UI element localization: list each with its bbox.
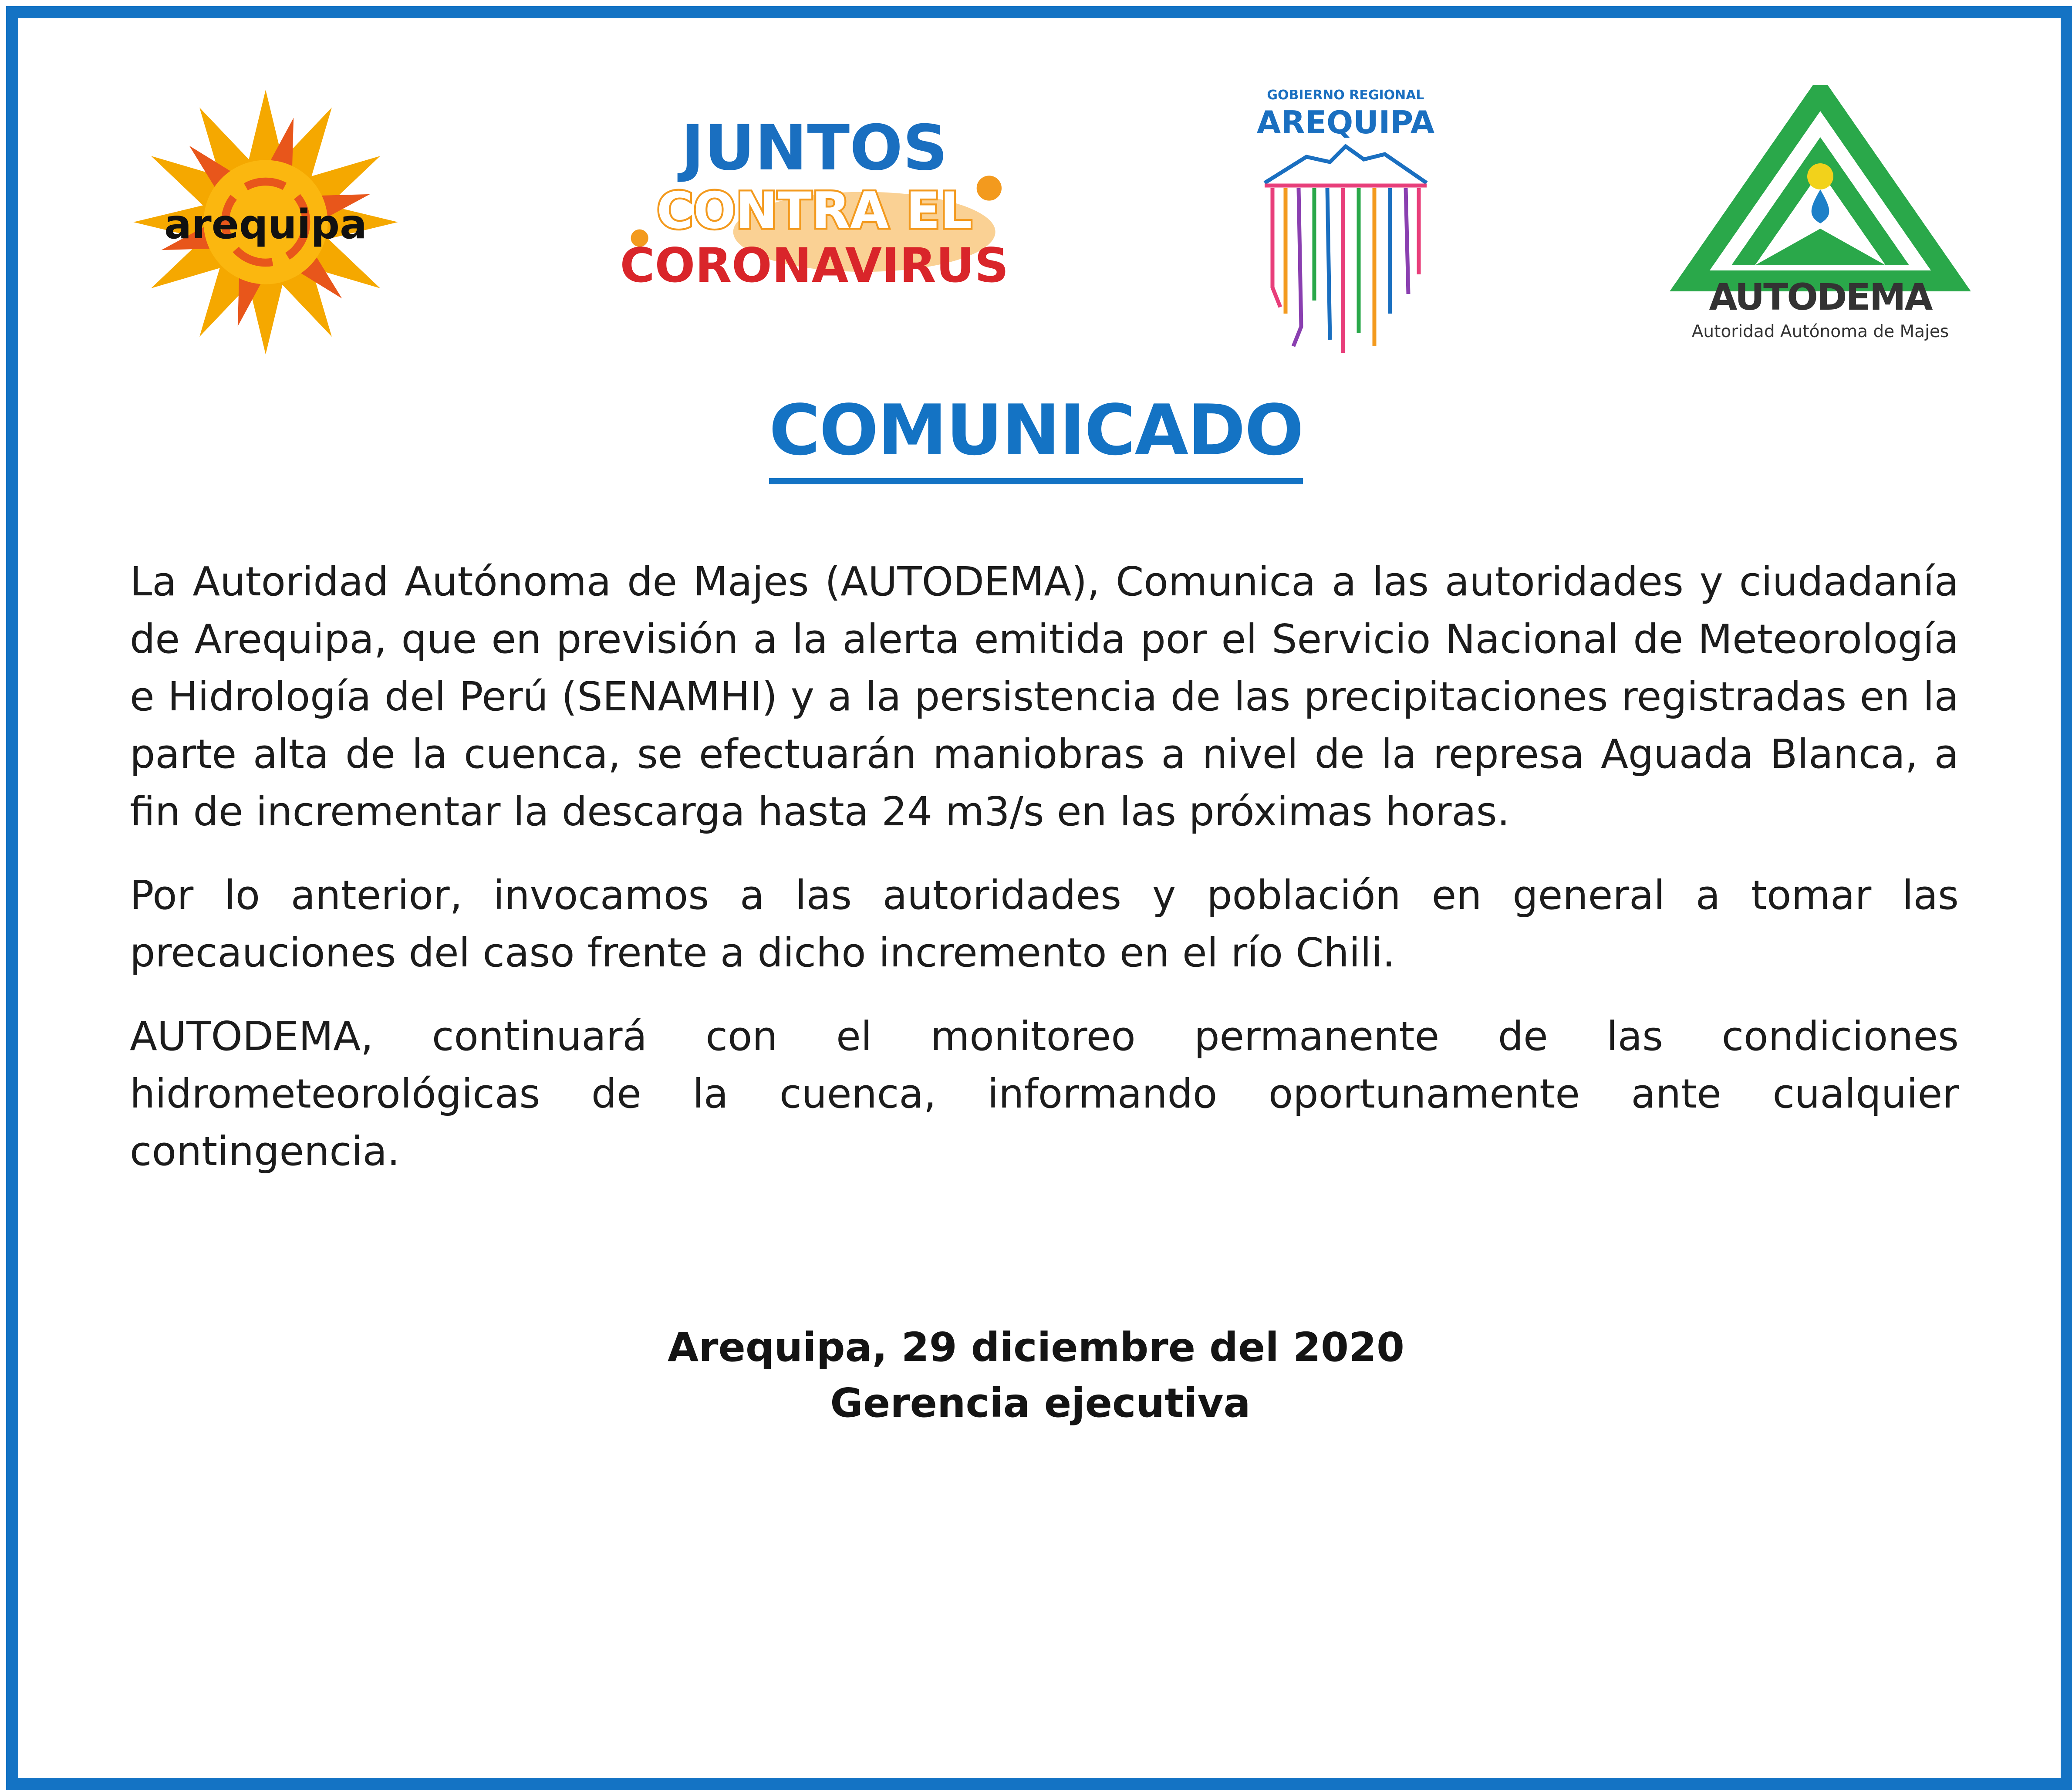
- svg-text:CONTRA EL: CONTRA EL: [656, 182, 972, 240]
- svg-text:Autoridad Autónoma de Majes: Autoridad Autónoma de Majes: [1691, 322, 1949, 341]
- svg-text:AREQUIPA: AREQUIPA: [1256, 104, 1435, 141]
- document-body: [130, 553, 1959, 1206]
- svg-text:GOBIERNO REGIONAL: GOBIERNO REGIONAL: [1267, 88, 1424, 103]
- autodema-logo: [1664, 85, 1977, 346]
- document-title: COMUNICADO: [769, 392, 1303, 484]
- gobierno-regional-arequipa-logo: [1254, 78, 1437, 366]
- paragraph: La Autoridad Autónoma de Majes (AUTODEMA), Comunica a las autoridades y ciudadanía de Arequipa, que en previsión a la alerta emitida por el Servicio Nacional de Meteorología e Hidrología del Perú (SENAMHI) y a la persistencia de las precipitaciones registradas en la parte alta de la cuenca, se efectuarán maniobras a nivel de la represa Aguada Blanca, a fin de incrementar la descarga hasta 24 m3/s en las próximas horas.: [130, 558, 1959, 835]
- paragraph: AUTODEMA, continuará con el monitoreo permanente de las condiciones hidrometeorológicas de la cuenca, informando oportunamente ante cualquier contingencia.: [130, 1013, 1959, 1175]
- svg-text:AUTODEMA: AUTODEMA: [1709, 276, 1932, 318]
- svg-text:CORONAVIRUS: CORONAVIRUS: [620, 238, 1009, 293]
- svg-text:JUNTOS: JUNTOS: [681, 113, 948, 184]
- arequipa-sun-logo: [131, 87, 401, 357]
- svg-text:arequipa: arequipa: [164, 201, 367, 248]
- paragraph: Por lo anterior, invocamos a las autoridades y población en general a tomar las precauciones del caso frente a dicho incremento en el río Chili.: [130, 872, 1959, 976]
- document-title-wrapper: [0, 389, 2072, 484]
- signatory: Gerencia ejecutiva: [830, 1380, 1251, 1426]
- place-date: Arequipa, 29 diciembre del 2020: [667, 1324, 1405, 1371]
- juntos-contra-coronavirus-logo: [605, 113, 1023, 301]
- signature-block: [0, 1320, 2072, 1431]
